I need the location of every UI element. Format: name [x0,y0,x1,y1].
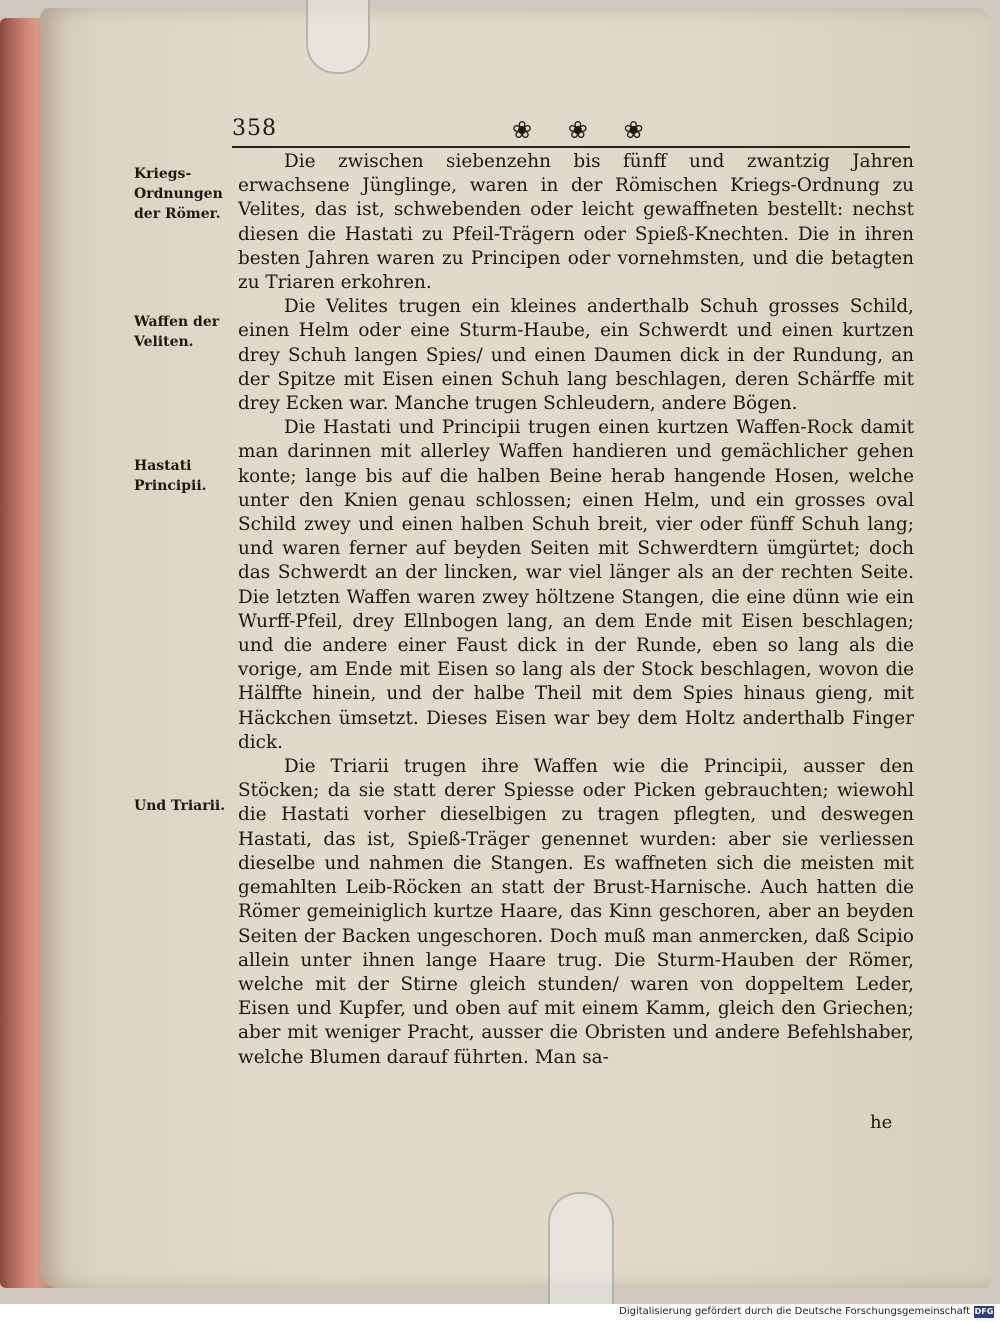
footer-bar [0,1304,1000,1322]
margin-note-und-triarii: Und Triarii. [134,798,226,814]
body-text [238,150,914,1070]
page-header [232,116,910,148]
paragraph: Die Triarii trugen ihre Waffen wie die Principii, ausser den Stöcken; da sie statt derer Spiesse oder Picken gebrauchten; wiewohl die Hastati vorher dieselbigen zu tragen pflegten, und deswegen Hastati, das ist, Spieß-Träger genennet wurden: aber sie verliessen dieselbe und nahmen die Stangen. Es waffneten sich die meisten mit gemahlten Leib-Röcken an statt der Brust-Harnische. Auch hatten die Römer gemeiniglich kurtze Haare, das Kinn geschoren, aber an beyden Seiten der Backen ungeschoren. Doch muß man anmercken, daß Scipio allein unter ihnen lange Haare trug. Die Sturm-Hauben der Römer, welche mit der Stirne gleich stunden/ waren von doppeltem Leder, Eisen und Kupfer, und oben auf mit einem Kamm, gleich den Griechen; aber mit weniger Pracht, ausser die Obristen und andere Befehlshaber, welche Blumen darauf führten. Man sa- [238,756,914,1068]
page-clip-bottom [548,1192,614,1304]
page-number: 358 [232,116,277,141]
paragraph: Die Hastati und Principii trugen einen kurtzen Waffen-Rock damit man darinnen mit allerley Waffen handieren und gemächlicher gehen konte; lange bis auf die halben Beine herab hangende Hosen, welche unter den Knien genau schlossen; einen Helm, und ein grosses oval Schild zwey und einen halben Schuh breit, vier oder fünff Schuh lang; und waren ferner auf beyden Seiten mit Schwerdtern ümgürtet; doch das Schwerdt an der lincken, war viel länger als an der rechten Seite. Die letzten Waffen waren zwey höltzene Stangen, die eine dünn wie ein Wurff-Pfeil, drey Ellnbogen lang, an dem Ende mit Eisen beschlagen; und die andere einer Faust dick in der Runde, eben so lang als die vorige, am Ende mit Eisen so lang als der Stock beschlagen, wovon die Hälffte hinein, und der halbe Theil mit dem Spies hinaus gieng, mit Häckchen ümsetzt. Dieses Eisen war bey dem Holtz anderthalb Finger dick. [238,417,914,753]
paragraph: Die zwischen siebenzehn bis fünff und zwantzig Jahren erwachsene Jünglinge, waren in der Römischen Kriegs-Ordnung zu Velites, das ist, schwebenden oder leicht gewaffneten bestellt: nechst diesen die Hastati zu Pfeil-Trägern oder Spieß-Knechten. Die in ihren besten Jahren waren zu Principen oder vornehmsten, und die betagten zu Triaren erkohren. [238,151,914,294]
margin-note-hastati-principii: Hastati Principii. [134,458,207,494]
margin-note-kriegs-ordnungen: Kriegs-Ordnungen der Römer. [134,166,223,222]
dfg-logo: DFG [974,1307,994,1316]
page-clip-top [306,0,370,74]
paragraph: Die Velites trugen ein kleines anderthalb Schuh grosses Schild, einen Helm oder eine Sturm-Haube, ein Schwerdt und einen kurtzen drey Schuh langen Spies/ und einen Daumen dick in der Rundung, an der Spitze mit Eisen einen Schuh lang beschlagen, deren Schärffe mit drey Ecken war. Manche trugen Schleudern, andere Bögen. [238,296,914,415]
header-ornament: ❀ ❀ ❀ [512,116,658,144]
catchword: he [870,1112,893,1133]
margin-note-waffen-der-veliten: Waffen der Veliten. [134,314,220,350]
footer-credit: Digitalisierung gefördert durch die Deutsche Forschungsgemeinschaft [619,1306,970,1317]
